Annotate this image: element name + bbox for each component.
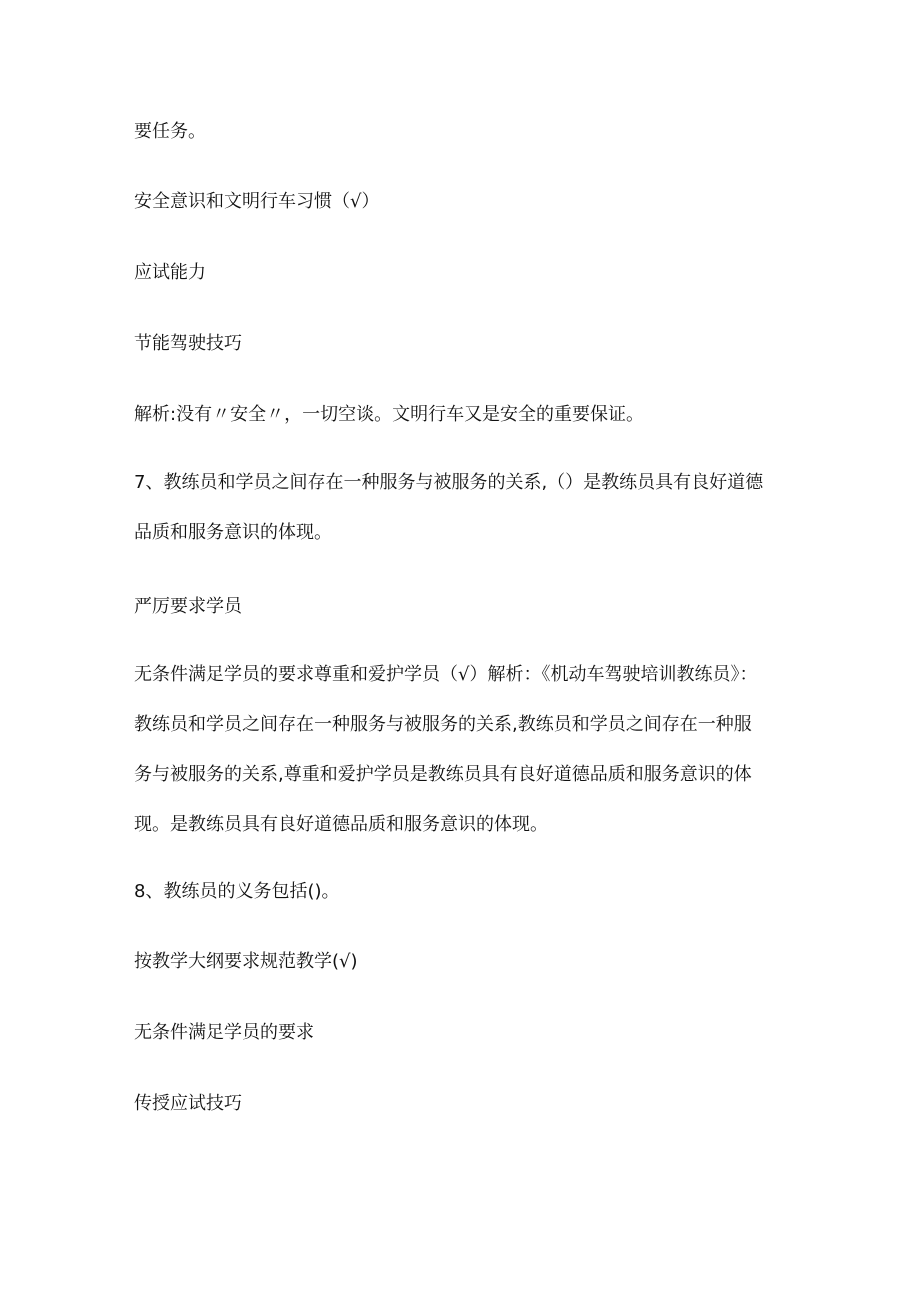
option-text: 节能驾驶技巧 xyxy=(134,333,242,354)
explanation-line-2: 教练员和学员之间存在一种服务与被服务的关系,教练员和学员之间存在一种服 xyxy=(134,714,752,735)
explanation-line-4: 现。是教练员具有良好道德品质和服务意识的体现。 xyxy=(134,814,548,835)
option-answer: 安全意识和文明行车习惯（√） xyxy=(134,191,380,212)
option-text: 应试能力 xyxy=(134,262,206,283)
option-text: 严厉要求学员 xyxy=(134,596,242,617)
option-text: 无条件满足学员的要求 xyxy=(134,1022,314,1043)
explanation-text: 解析:没有〃安全〃，一切空谈。文明行车又是安全的重要保证。 xyxy=(134,404,645,425)
question-7-explanation xyxy=(134,650,806,850)
question-8: 8、教练员的义务包括()。 xyxy=(134,881,340,902)
explanation-line-1: 无条件满足学员的要求尊重和爱护学员（√）解析：《机动车驾驶培训教练员》： xyxy=(134,664,758,685)
text-line: 要任务。 xyxy=(134,121,206,142)
option-answer: 按教学大纲要求规范教学(√) xyxy=(134,951,358,972)
option-text: 传授应试技巧 xyxy=(134,1093,242,1114)
explanation-line-3: 务与被服务的关系,尊重和爱护学员是教练员具有良好道德品质和服务意识的体 xyxy=(134,764,752,785)
question-7-line-1: 7、教练员和学员之间存在一种服务与被服务的关系,（）是教练员具有良好道德 xyxy=(134,472,764,493)
question-7 xyxy=(134,458,806,558)
question-7-line-2: 品质和服务意识的体现。 xyxy=(134,522,332,543)
